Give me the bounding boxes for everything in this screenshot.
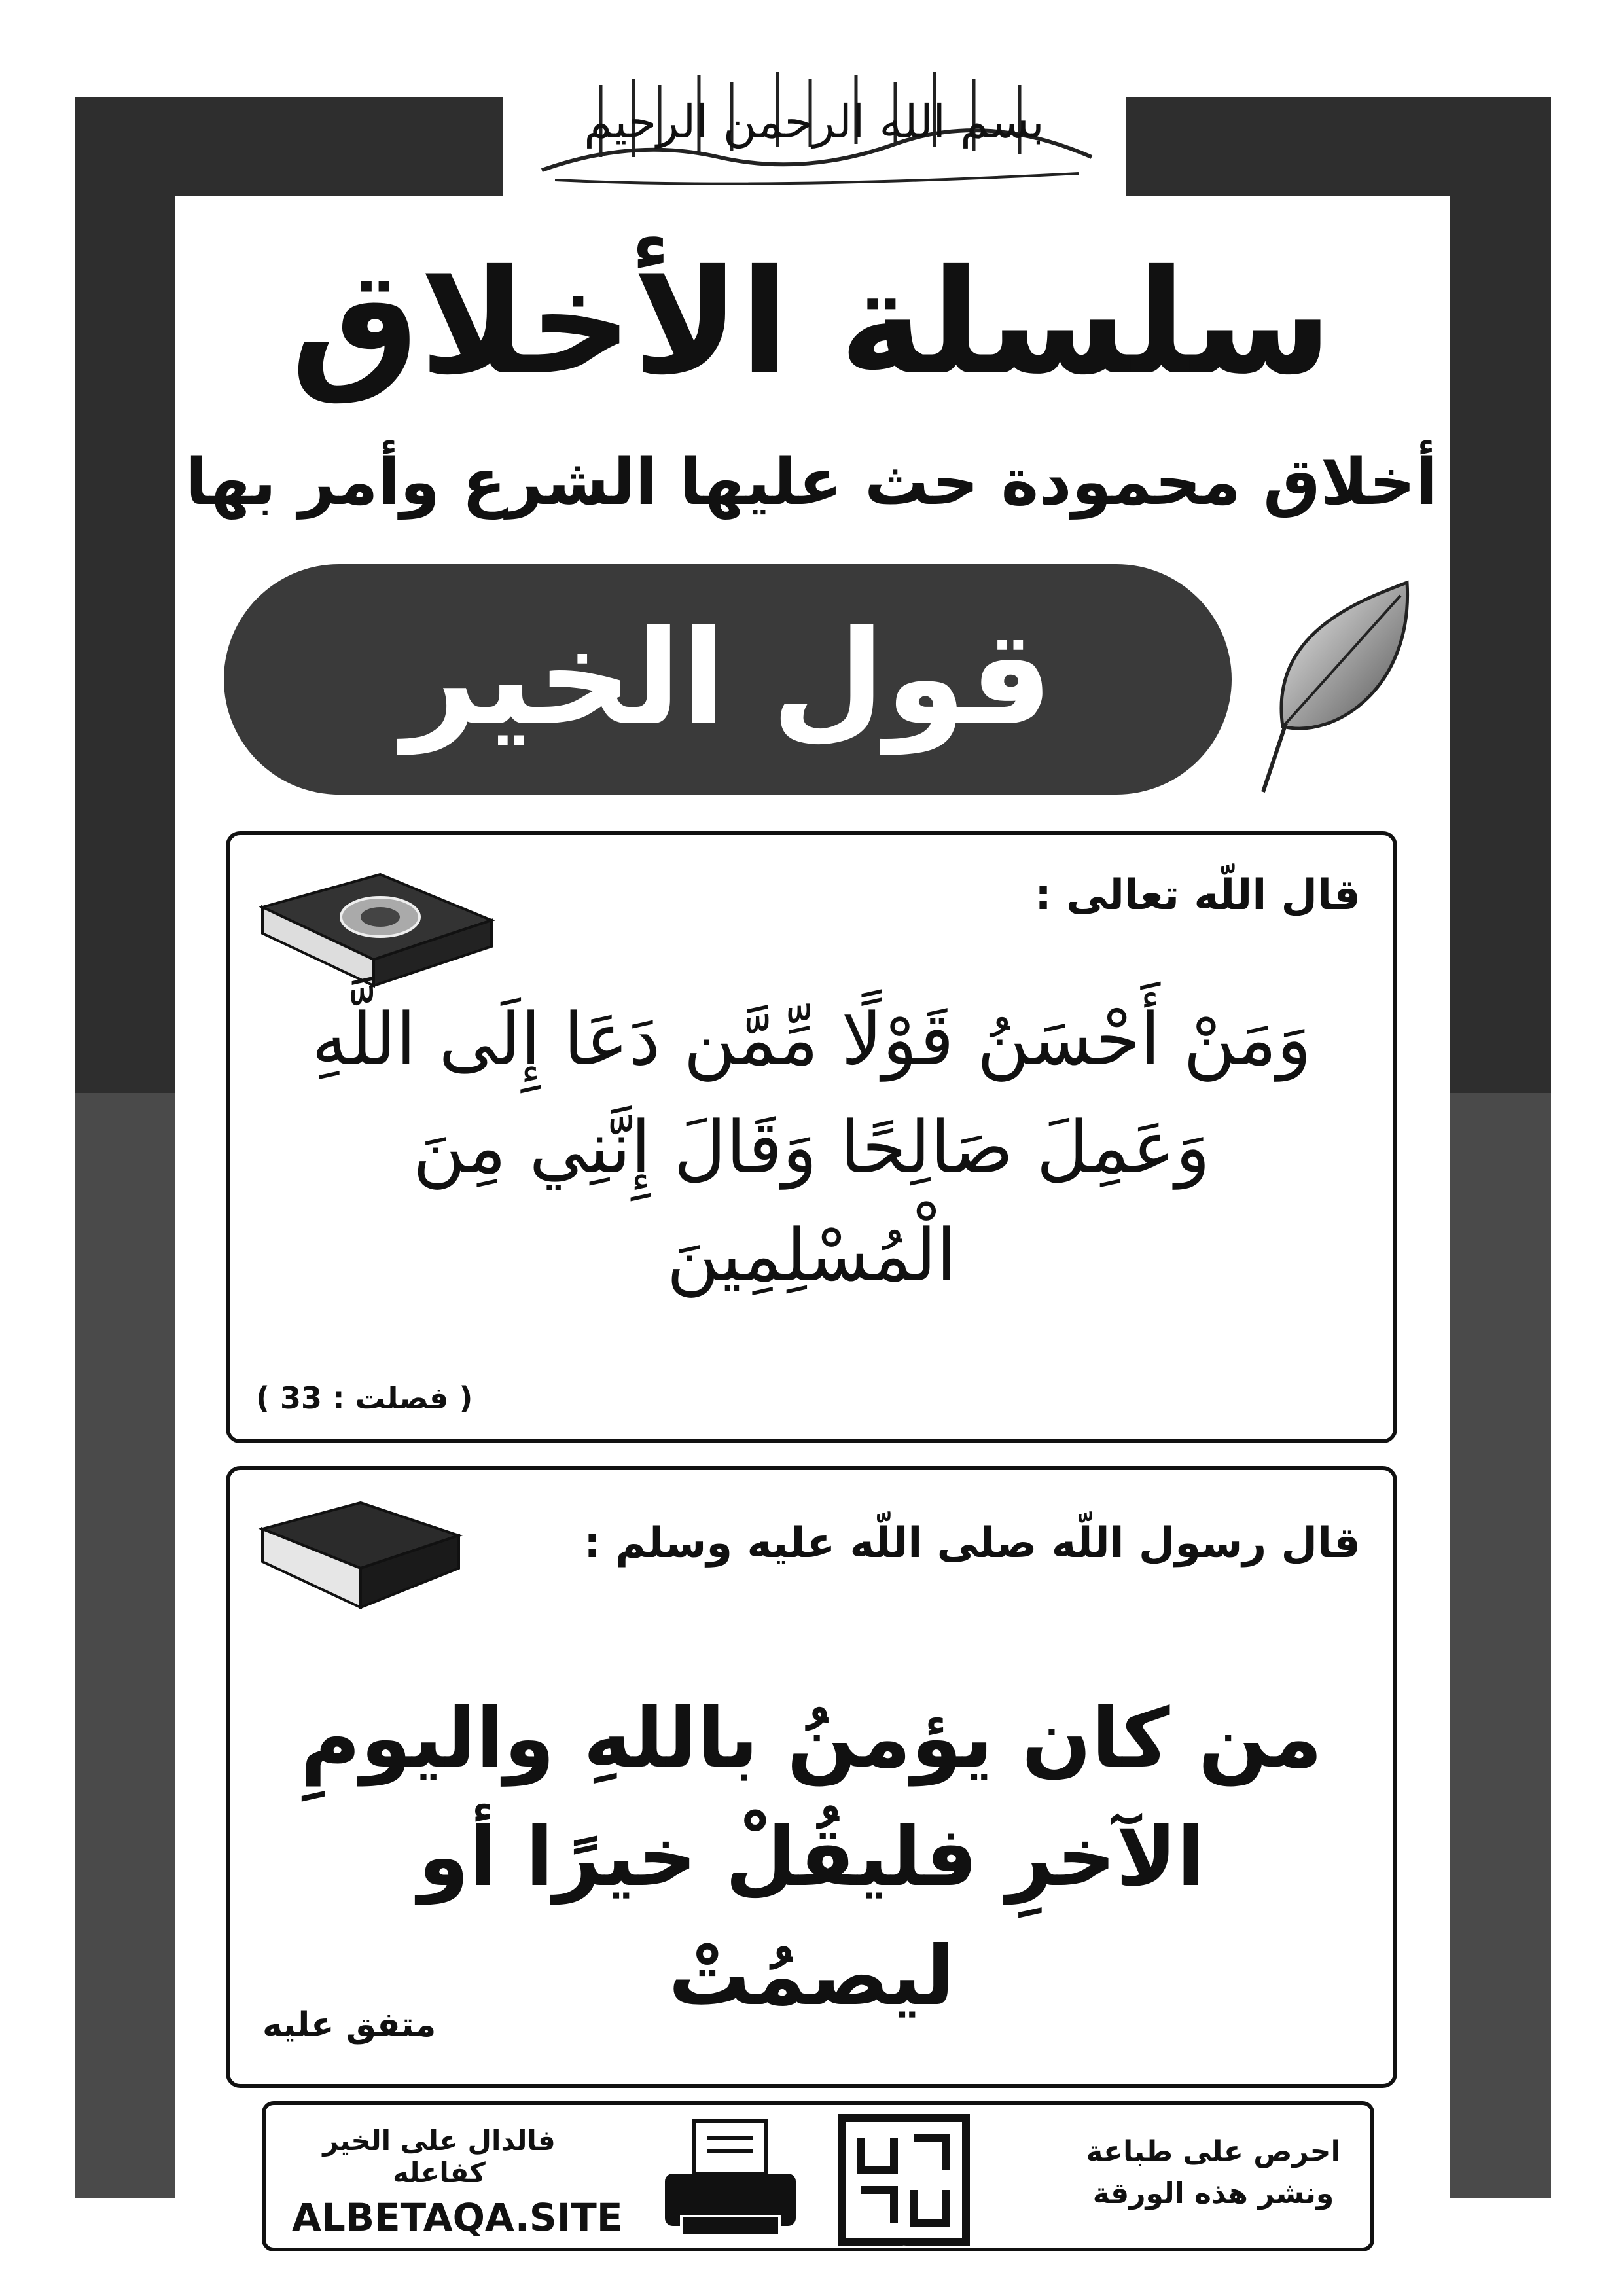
hadith-reference: متفق عليه	[262, 2005, 437, 2045]
footer	[262, 2101, 1374, 2251]
quran-verse: وَمَنْ أَحْسَنُ قَوْلًا مِّمَّن دَعَا إِلَى اللَّهِ وَعَمِلَ صَالِحًا وَقَالَ إِنَّنِي مِنَ الْمُسْلِمِينَ	[312, 997, 1311, 1297]
topic-title: قول الخير	[402, 602, 1053, 755]
quran-heading: قال اللّه تعالى :	[1035, 871, 1361, 920]
leaf-icon	[1257, 576, 1427, 798]
hadith-text: من كان يؤمنُ باللهِ واليومِ الآخرِ فليقُلْ خيرًا أو ليصمُتْ	[300, 1691, 1323, 2024]
footer-site-block	[292, 2125, 623, 2240]
quran-reference: ( فصلت : 33 )	[256, 1380, 473, 1416]
page-subtitle: أخلاق محمودة حث عليها الشرع وأمر بها	[185, 445, 1438, 520]
quran-book-icon	[249, 861, 498, 1005]
svg-text:بسم الله الرحمن الرحيم: بسم الله الرحمن الرحيم	[584, 95, 1044, 149]
printer-icon	[658, 2118, 802, 2242]
quran-box	[226, 831, 1397, 1443]
book-icon	[249, 1490, 472, 1621]
hadith-heading: قال رسول اللّه صلى اللّه عليه وسلم :	[584, 1519, 1361, 1568]
footer-site[interactable]: ALBETAQA.SITE	[292, 2195, 623, 2240]
bismillah-calligraphy	[503, 59, 1126, 196]
footer-motto: فالدال على الخير كفاعله	[323, 2125, 556, 2189]
hadith-box	[226, 1466, 1397, 2088]
kufic-logo-icon	[835, 2111, 972, 2249]
footer-call-to-action: احرص على طباعة ونشر هذه الورقة	[1086, 2135, 1341, 2210]
page-title: سلسلة الأخلاق	[291, 239, 1332, 406]
